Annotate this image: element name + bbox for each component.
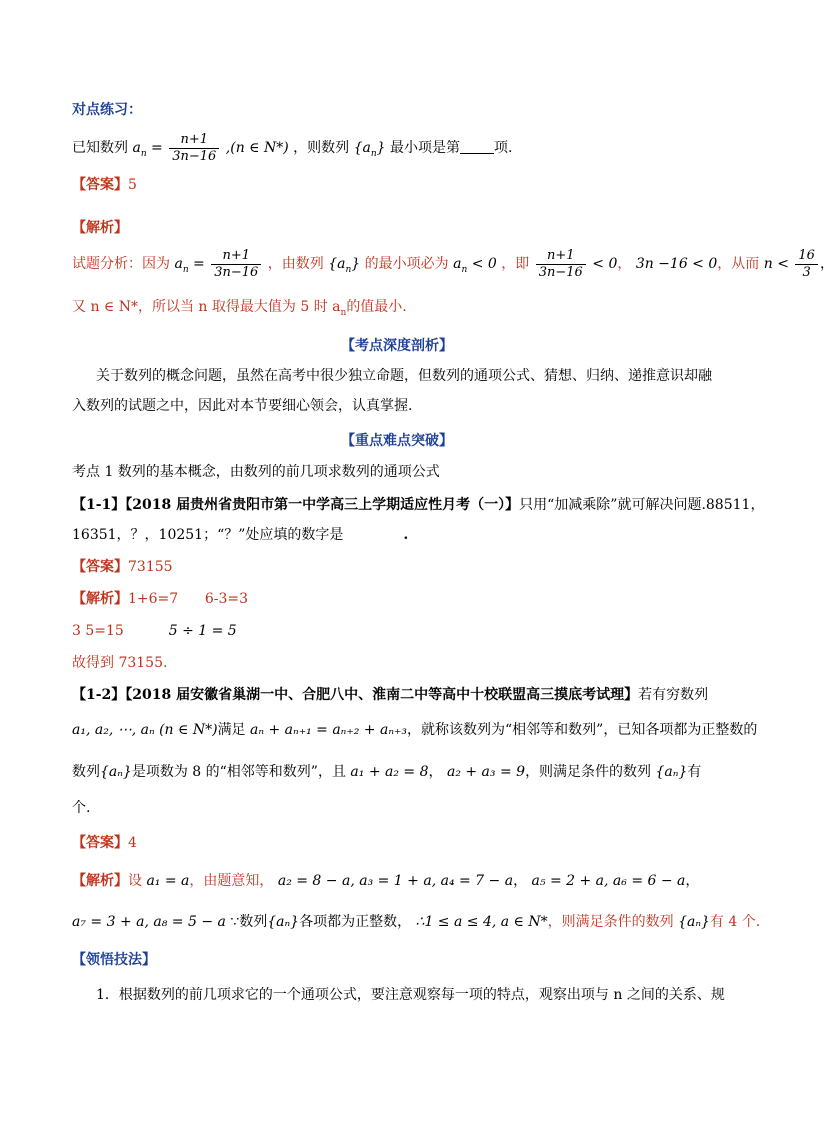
analysis-3-line2: a₇ = 3 + a, a₈ = 5 − a ∵数列{aₙ}各项都为正整数， ∴1 ≤ a ≤ 4, a ∈ N*，则满足条件的数列 {aₙ}有 4 个. [72,914,761,930]
section-title-key: 【重点难点突破】 [341,433,453,449]
analysis-3-line1: 【解析】设 a₁ = a，由题意知， a₂ = 8 − a, a₃ = 1 + a, a₄ = 7 − a， a₅ = 2 + a, a₆ = 6 − a， [72,873,700,889]
analysis-text: ，从而 [717,256,760,272]
sequence: $\{a_n\}$ [328,256,361,275]
analysis-2-line2 [72,621,237,641]
fraction: $\frac{16}{3}$ [795,248,818,281]
answer-value: 73155 [128,559,173,575]
sequence-an: $\{a_n\}$ [353,140,386,159]
example-1-2-line4: 个. [72,800,91,816]
analysis-text: ，即 [501,256,530,272]
answer-2 [72,557,173,577]
question-mid: ，则数列 [293,140,350,156]
inequality: $a_n < 0$ [453,256,497,275]
practice-question [72,130,512,166]
analysis-text: ，由数列 [267,256,324,272]
fraction: $\frac{n+1}{3n-16}$ [211,248,261,281]
example-1-1-line2: 16351，？，10251；“？”处应填的数字是 . [72,527,409,543]
tips-label: 【领悟技法】 [72,952,156,968]
analysis-label: 【解析】 [72,591,128,607]
answer-value: 4 [128,835,137,851]
answer-blank[interactable] [460,139,494,154]
answer-value: 5 [128,177,137,193]
analysis-1-line1: 试题分析：因为 $a_n$ = $\frac{n+1}{3n-16}$ ，由数列 $\{a_n\}$ 的最小项必为 $a_n < 0$ ，即 $\frac{n+1}{3n-16}$ < 0， 3n −16 < 0，从而 n < $\frac{16}{3}$ ， [72,247,834,280]
analysis-1-line2: 又 n ∈ N*，所以当 n 取得最大值为 5 时 $a_n$的值最小. [72,299,407,318]
analysis-label: 【解析】 [72,873,128,889]
example-1-2-line1 [72,685,708,705]
paragraph-line1: 关于数列的概念问题，虽然在高考中很少独立命题，但数列的通项公式、猜想、归纳、递推意识却融 [96,368,712,384]
inequality-2: 3n −16 < 0 [635,256,718,272]
example-1-2-line2: a₁, a₂, ⋯, aₙ (n ∈ N*)满足 aₙ + aₙ₊₁ = aₙ₊₂ + aₙ₊₃，就称该数列为“相邻等和数列”，已知各项都为正整数的 [72,722,758,738]
tips-line1: 1．根据数列的前几项求它的一个通项公式，要注意观察每一项的特点，观察出项与 n 之间的关系、规 [96,987,725,1003]
inequality-3: n < [763,256,789,272]
analysis-text: ， [617,256,632,272]
example-text: 若有穷数列 [638,687,709,703]
topic-title: 考点 1 数列的基本概念，由数列的前几项求数列的通项公式 [72,464,440,480]
fraction: $\frac{n+1}{3n-16}$ [169,132,219,165]
analysis-2-line3: 故得到 73155. [72,655,168,671]
analysis-text: 3 5=15 [72,623,124,639]
analysis-text: 的最小项必为 [364,256,449,272]
analysis-1-label: 【解析】 [72,220,128,236]
analysis-formula: 5 ÷ 1 = 5 [168,623,237,639]
example-label: 【1-2】【2018 届安徽省巢湖一中、合肥八中、淮南二中等高中十校联盟高三摸底考试理】 [72,687,639,703]
formula-an: $a_n$ = [174,256,205,275]
fraction: $\frac{n+1}{3n-16}$ [536,248,586,281]
paragraph-line2: 入数列的试题之中，因此对本节要细心领会，认真掌握. [72,398,413,414]
question-suffix: 最小项是第 [390,140,461,156]
answer-3 [72,833,137,853]
answer-label: 【答案】 [72,835,128,851]
example-text: 只用“加减乘除”就可解决问题.88511， [519,497,765,513]
example-1-2-line3: 数列{aₙ}是项数为 8 的“相邻等和数列”，且 a₁ + a₂ = 8， a₂ + a₃ = 9，则满足条件的数列 {aₙ}有 [72,764,702,780]
answer-1 [72,175,137,195]
example-label: 【1-1】【2018 届贵州省贵阳市第一中学高三上学期适应性月考（一）】 [72,497,520,513]
example-1-1-line1 [72,495,764,515]
answer-label: 【答案】 [72,559,128,575]
answer-label: 【答案】 [72,177,128,193]
question-prefix: 已知数列 [72,140,128,156]
analysis-2-line1 [72,589,248,609]
analysis-text: 试题分析：因为 [72,256,170,272]
condition: ,(n ∈ N*) [225,140,289,156]
question-end: 项. [494,140,513,156]
formula-an: $a_n$ = [132,140,163,159]
practice-heading: 对点练习： [72,102,142,118]
analysis-text: 1+6=7 6-3=3 [128,591,249,607]
section-title-analysis: 【考点深度剖析】 [341,338,453,354]
